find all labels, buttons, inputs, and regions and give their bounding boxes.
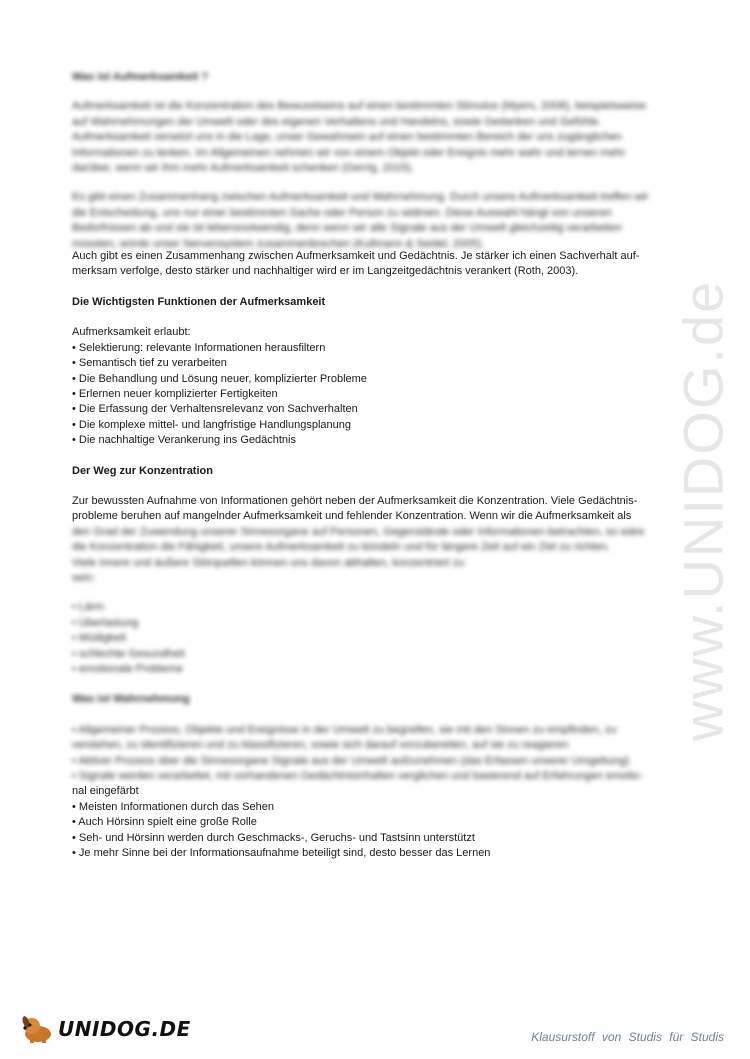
list-item: • Die Behandlung und Lösung neuer, komplizierter Probleme xyxy=(72,372,367,385)
list-item: • Je mehr Sinne bei der Informationsaufnahme beteiligt sind, desto besser das Lernen xyxy=(72,847,491,860)
list-item: • Überlastung xyxy=(72,616,139,629)
paragraph-aufmerksamkeit-definition: Aufmerksamkeit ist die Konzentration des Bewusstseins auf einen bestimmten Stimulus (Myers, 2008), beispielsweise auf Wahrnehmungen der Umwelt oder des eigenen Verhaltens und Handelns, sowie Gedanken und Gefühle. Aufmerksamkeit versetzt uns in die Lage, unser Gewahrsein auf einen bestimmten Bereich der uns zugänglichen Informationen zu lenken. Im Allgemeinen nehmen wir von einem Objekt oder Ereignis mehr wahr und lernen mehr darüber, wenn wir ihm mehr Aufmerksamkeit schenken (Gerrig, 2015). xyxy=(72,100,647,175)
konzentration-line-blurred: sein: xyxy=(72,571,96,584)
konzentration-line-blurred: den Grad der Zuwendung unserer Sinnesorgane auf Personen, Gegenstände oder Informationen betrachten, so wäre xyxy=(72,525,645,538)
watermark-text: www.UNIDOG.de xyxy=(671,279,735,741)
list-item: • Müdigkeit xyxy=(72,632,126,645)
document-content xyxy=(72,70,662,861)
list-item: • Seh- und Hörsinn werden durch Geschmacks-, Geruchs- und Tastsinn unterstützt xyxy=(72,831,475,844)
wahrnehmung-line-blurred: • Aktiver Prozess über die Sinnesorgane Signale aus der Umwelt aufzunehmen (das Erfassen unserer Umgebung) xyxy=(72,754,630,767)
heading-aufmerksamkeit: Was ist Aufmerksamkeit ? xyxy=(72,71,209,83)
list-item: • Lärm xyxy=(72,601,104,614)
list-item: • Die Erfassung der Verhaltensrelevanz von Sachverhalten xyxy=(72,403,358,416)
konzentration-line: probleme beruhen auf mangelnder Aufmerksamkeit und fehlender Konzentration. Wenn wir die Aufmerksamkeit als xyxy=(72,510,632,523)
logo-text: UNIDOG.DE xyxy=(58,1017,191,1041)
wahrnehmung-line-blurred: • Allgemeiner Prozess, Objekte und Ereignisse in der Umwelt zu begreifen, sie mit den Sinnen zu empfinden, zu verstehen, zu identifizieren und zu klassifizieren, sowie sich darauf vorzubereiten, auf sie zu reagieren xyxy=(72,723,617,752)
list-item: • Auch Hörsinn spielt eine große Rolle xyxy=(72,816,257,829)
unidog-logo xyxy=(20,1014,191,1044)
konzentration-line-blurred: Viele innere und äußere Störquellen können uns davon abhalten, konzentriert zu xyxy=(72,556,465,569)
wahrnehmung-line-blurred: • Signale werden verarbeitet, mit vorhandenen Gedächtnisinhalten verglichen und basierend auf Erfahrungen emotio- xyxy=(72,770,643,783)
konzentration-line-blurred: die Konzentration die Fähigkeit, unsere Aufmerksamkeit zu bündeln und für längere Zeit auf ein Ziel zu richten. xyxy=(72,541,611,554)
wahrnehmung-line: nal eingefärbt xyxy=(72,785,139,798)
heading-wahrnehmung: Was ist Wahrnehmung xyxy=(72,693,190,706)
list-item: • Erlernen neuer komplizierter Fertigkeiten xyxy=(72,387,278,400)
paragraph-gedaechtnis-line2: merksam verfolge, desto stärker und nachhaltiger wird er im Langzeitgedächtnis verankert (Roth, 2003). xyxy=(72,265,579,278)
list-item: • schlechte Gesundheit xyxy=(72,647,185,660)
list-item: • Meisten Informationen durch das Sehen xyxy=(72,800,274,813)
heading-funktionen: Die Wichtigsten Funktionen der Aufmerksamkeit xyxy=(72,295,326,308)
dog-mascot-icon xyxy=(20,1014,56,1044)
paragraph-aufmerksamkeit-wahrnehmung: Es gibt einen Zusammenhang zwischen Aufmerksamkeit und Wahrnehmung. Durch unsere Aufmerksamkeit treffen wir die Entscheidung, uns nur einer bestimmten Sache oder Person zu widmen. Diese Auswahl hängt von unseren Bedürfnissen ab und sie ist lebensnotwendig, denn wenn wir alle Signale aus der Umwelt gleichzeitig verarbeiten müssten, würde unser Nervensystem zusammenbrechen (Kullmann & Seidel, 2005). xyxy=(72,191,649,250)
paragraph-gedaechtnis-line1: Auch gibt es einen Zusammenhang zwischen Aufmerksamkeit und Gedächtnis. Je stärker ich einen Sachverhalt auf- xyxy=(72,250,640,263)
footer-tagline: Klausurstoff von Studis für Studis xyxy=(531,1030,724,1044)
list-item: • Semantisch tief zu verarbeiten xyxy=(72,357,227,370)
watermark xyxy=(668,280,738,740)
heading-konzentration: Der Weg zur Konzentration xyxy=(72,464,213,477)
list-item: • Die nachhaltige Verankerung ins Gedächtnis xyxy=(72,434,296,447)
list-item: • emotionale Probleme xyxy=(72,663,183,675)
konzentration-line: Zur bewussten Aufnahme von Informationen gehört neben der Aufmerksamkeit die Konzentration. Viele Gedächtnis- xyxy=(72,494,638,507)
list-item: • Selektierung: relevante Informationen herausfiltern xyxy=(72,341,326,354)
funktionen-intro: Aufmerksamkeit erlaubt: xyxy=(72,326,191,339)
list-item: • Die komplexe mittel- und langfristige Handlungsplanung xyxy=(72,418,352,431)
